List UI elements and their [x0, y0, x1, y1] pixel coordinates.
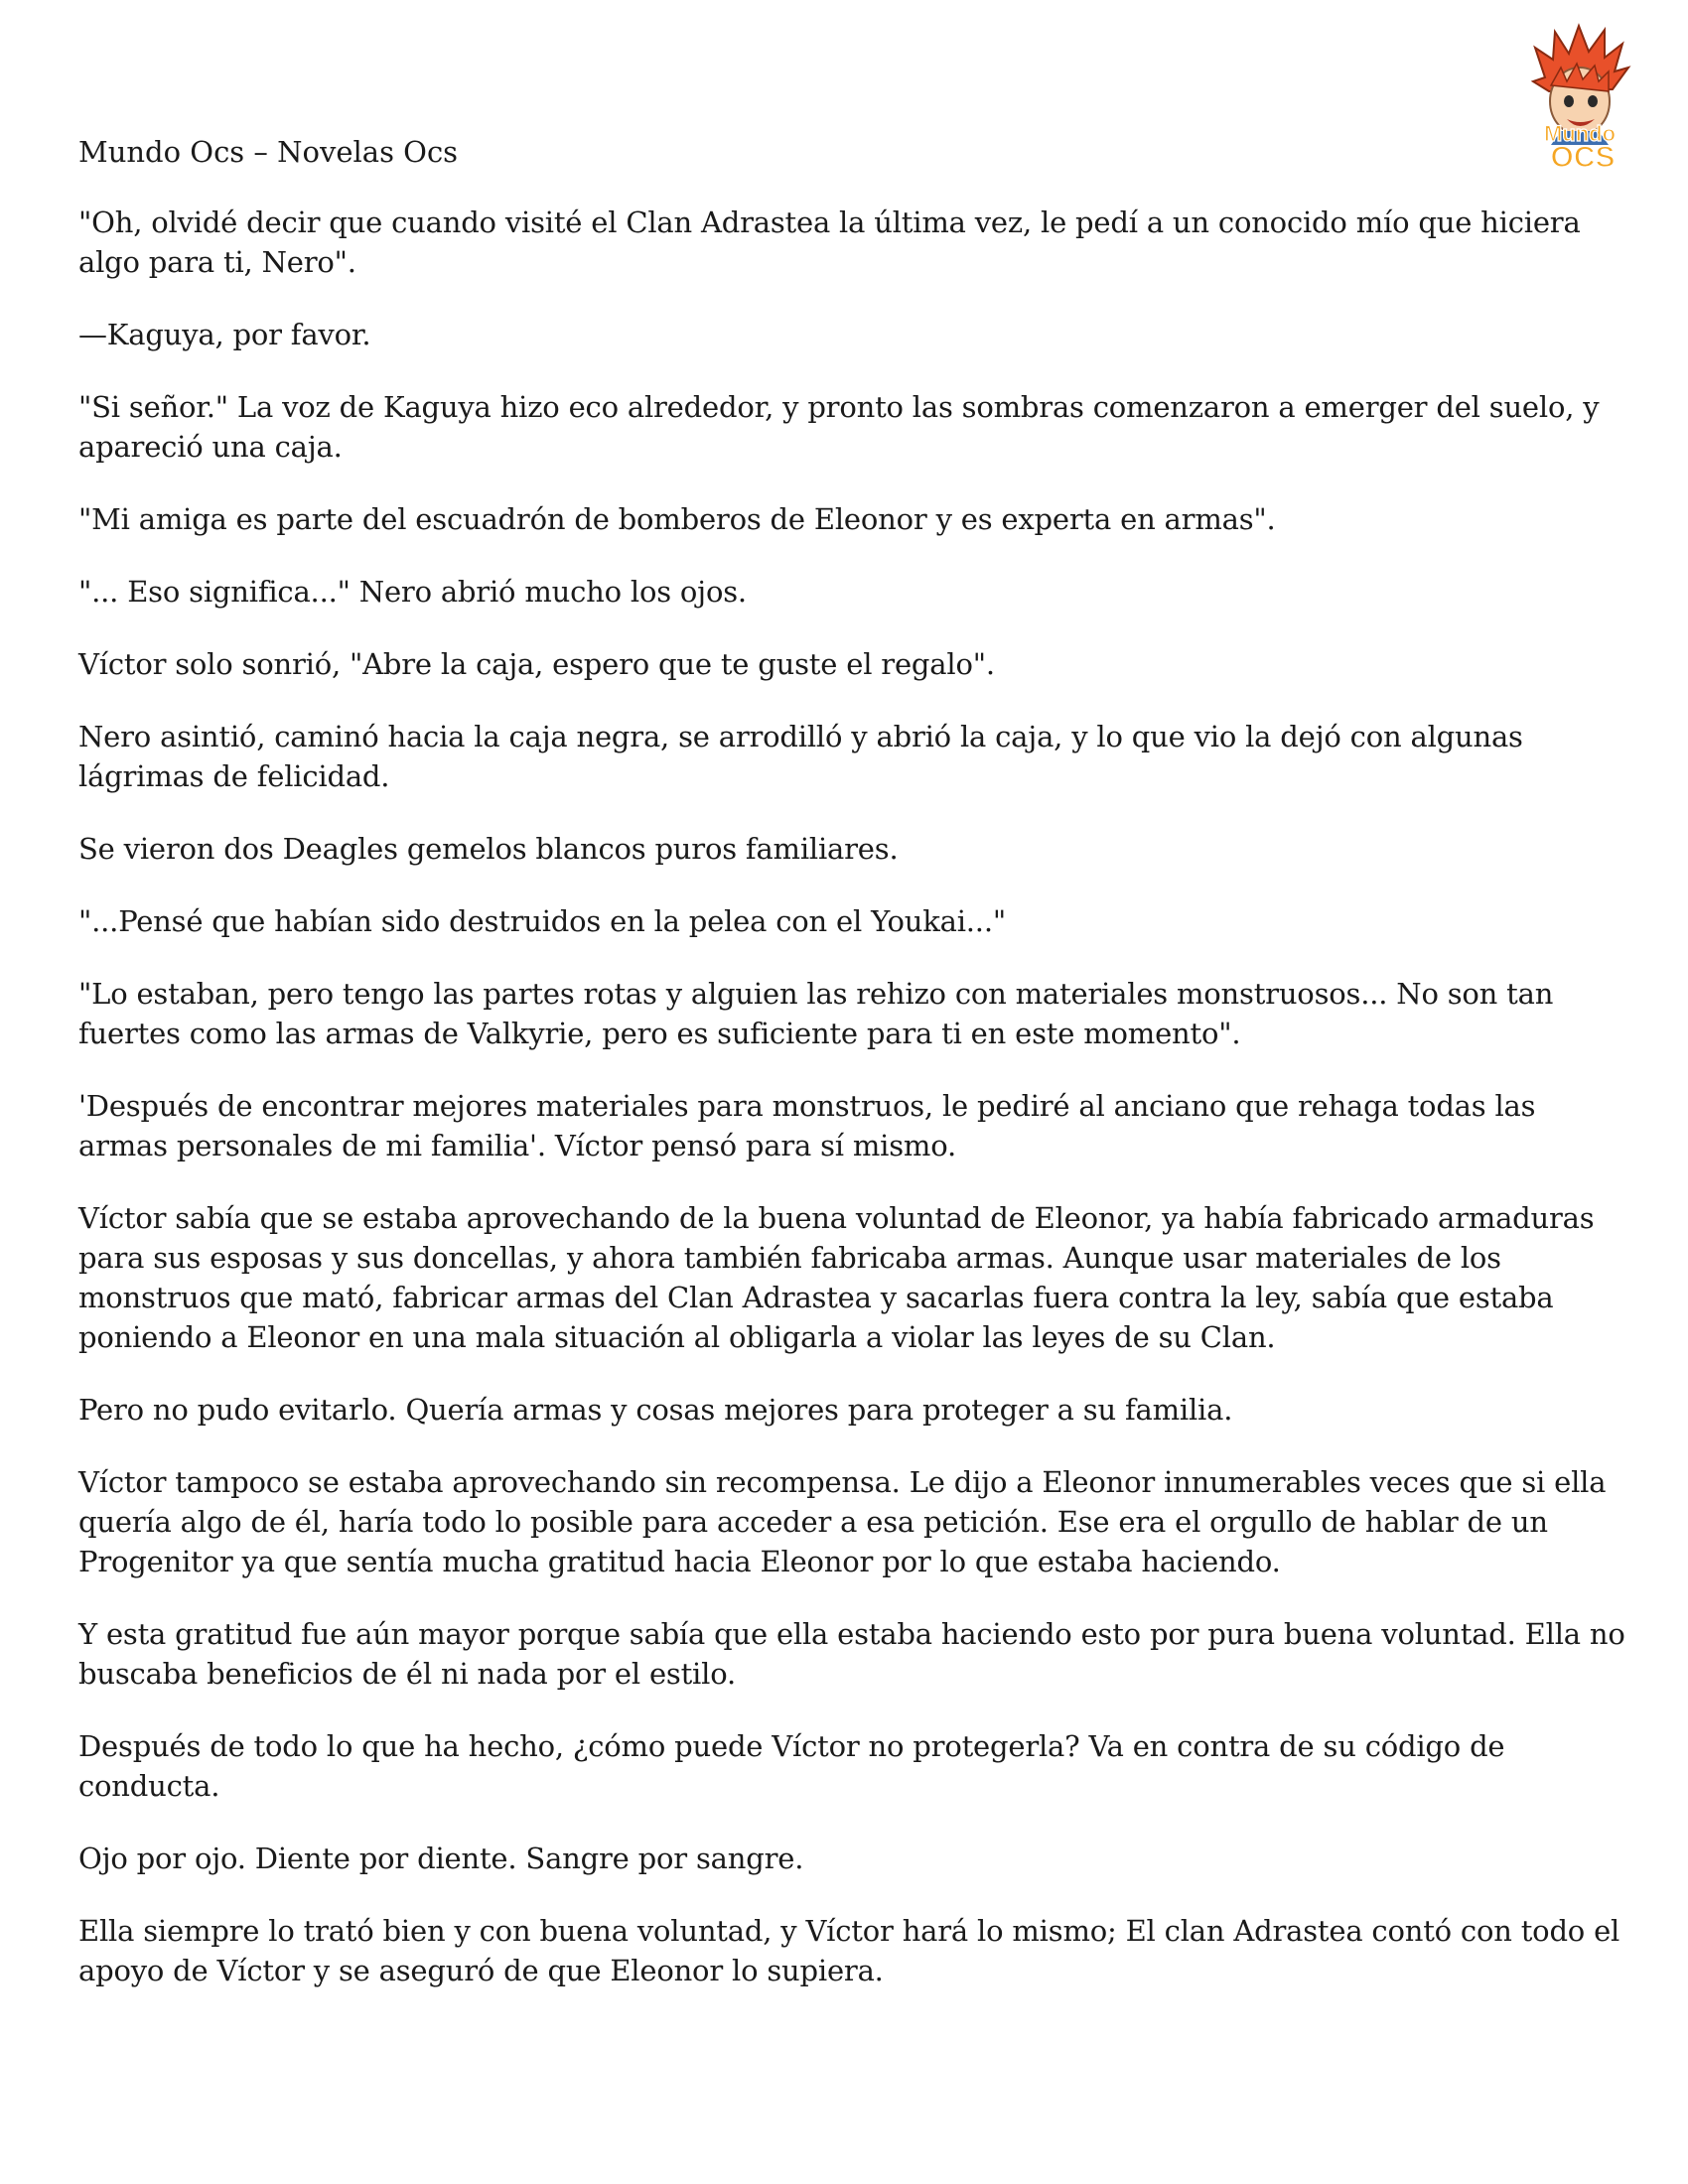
document-body: [78, 203, 1627, 2023]
logo-text-bottom: OCS: [1550, 141, 1616, 171]
paragraph: "Si señor." La voz de Kaguya hizo eco alrededor, y pronto las sombras comenzaron a emerger del suelo, y apareció una caja.: [78, 390, 1600, 464]
paragraph: "Lo estaban, pero tengo las partes rotas y alguien las rehizo con materiales monstruosos... No son tan fuertes como las armas de Valkyrie, pero es suficiente para ti en este momento".: [78, 977, 1554, 1050]
paragraph: Víctor sabía que se estaba aprovechando de la buena voluntad de Eleonor, ya había fabricado armaduras para sus esposas y sus doncellas, y ahora también fabricaba armas. Aunque usar materiales de los monstruos que mató, fabricar armas del Clan Adrastea y sacarlas fuera contra la ley, sabía que estaba poniendo a Eleonor en una mala situación al obligarla a violar las leyes de su Clan.: [78, 1201, 1595, 1354]
paragraph: "...Pensé que habían sido destruidos en la pelea con el Youkai...": [78, 904, 1006, 938]
paragraph: "... Eso significa..." Nero abrió mucho los ojos.: [78, 575, 747, 609]
paragraph: Y esta gratitud fue aún mayor porque sabía que ella estaba haciendo esto por pura buena voluntad. Ella no buscaba beneficios de él ni nada por el estilo.: [78, 1617, 1625, 1691]
mascot-logo-icon: [1505, 20, 1654, 171]
paragraph: Pero no pudo evitarlo. Quería armas y cosas mejores para proteger a su familia.: [78, 1393, 1233, 1427]
paragraph: Después de todo lo que ha hecho, ¿cómo puede Víctor no protegerla? Va en contra de su código de conducta.: [78, 1729, 1505, 1803]
paragraph: Ella siempre lo trató bien y con buena voluntad, y Víctor hará lo mismo; El clan Adrastea contó con todo el apoyo de Víctor y se aseguró de que Eleonor lo supiera.: [78, 1914, 1620, 1987]
page-header: Mundo Ocs – Novelas Ocs: [78, 135, 459, 169]
paragraph: Víctor solo sonrió, "Abre la caja, espero que te guste el regalo".: [78, 647, 995, 681]
paragraph: 'Después de encontrar mejores materiales para monstruos, le pediré al anciano que rehaga todas las armas personales de mi familia'. Víctor pensó para sí mismo.: [78, 1089, 1536, 1162]
paragraph: Se vieron dos Deagles gemelos blancos puros familiares.: [78, 832, 899, 866]
paragraph: Ojo por ojo. Diente por diente. Sangre por sangre.: [78, 1842, 804, 1875]
mascot-logo: [1505, 20, 1654, 171]
paragraph: Nero asintió, caminó hacia la caja negra, se arrodilló y abrió la caja, y lo que vio la dejó con algunas lágrimas de felicidad.: [78, 720, 1523, 793]
paragraph: "Mi amiga es parte del escuadrón de bomberos de Eleonor y es experta en armas".: [78, 502, 1276, 536]
paragraph: —Kaguya, por favor.: [78, 318, 371, 351]
paragraph: Víctor tampoco se estaba aprovechando sin recompensa. Le dijo a Eleonor innumerables veces que si ella quería algo de él, haría todo lo posible para acceder a esa petición. Ese era el orgullo de hablar de un Progenitor ya que sentía mucha gratitud hacia Eleonor por lo que estaba haciendo.: [78, 1465, 1607, 1578]
logo-text-top: Mundo: [1543, 121, 1617, 146]
paragraph: "Oh, olvidé decir que cuando visité el Clan Adrastea la última vez, le pedí a un conocido mío que hiciera algo para ti, Nero".: [78, 205, 1581, 279]
